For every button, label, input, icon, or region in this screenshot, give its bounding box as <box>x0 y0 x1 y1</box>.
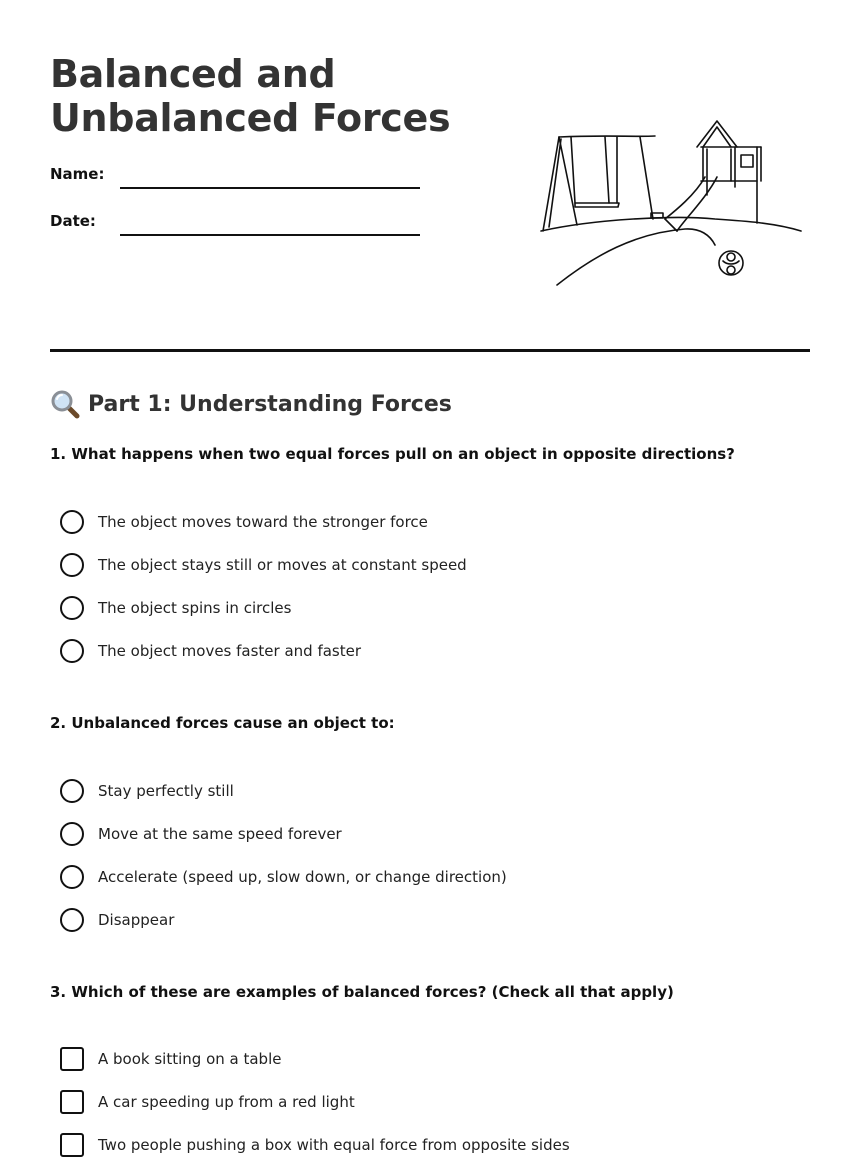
q1-option-4[interactable] <box>60 638 361 664</box>
title-line-2: Unbalanced Forces <box>50 96 451 140</box>
option-label: A book sitting on a table <box>98 1050 282 1068</box>
q3-option-1[interactable] <box>60 1046 281 1072</box>
part1-heading <box>50 388 452 420</box>
q1-option-1[interactable] <box>60 509 428 535</box>
q2-option-1[interactable] <box>60 778 234 804</box>
checkbox[interactable] <box>60 1090 84 1114</box>
question-2-text: 2. Unbalanced forces cause an object to: <box>50 714 395 732</box>
magnifying-glass-icon <box>50 389 80 419</box>
q2-option-3[interactable] <box>60 864 507 890</box>
name-label: Name: <box>50 165 105 183</box>
option-label: The object stays still or moves at constant speed <box>98 556 467 574</box>
q3-option-2[interactable] <box>60 1089 355 1115</box>
radio-button[interactable] <box>60 908 84 932</box>
radio-button[interactable] <box>60 510 84 534</box>
option-label: Disappear <box>98 911 175 929</box>
option-label: The object moves faster and faster <box>98 642 362 660</box>
radio-button[interactable] <box>60 553 84 577</box>
playground-illustration <box>535 115 810 295</box>
section-divider <box>50 349 810 352</box>
radio-button[interactable] <box>60 779 84 803</box>
option-label: A car speeding up from a red light <box>98 1093 355 1111</box>
option-label: Two people pushing a box with equal force from opposite sides <box>98 1136 570 1154</box>
checkbox[interactable] <box>60 1133 84 1157</box>
option-label: Move at the same speed forever <box>98 825 342 843</box>
option-label: The object spins in circles <box>98 599 292 617</box>
worksheet-title <box>50 52 450 140</box>
checkbox[interactable] <box>60 1047 84 1071</box>
q3-option-3[interactable] <box>60 1132 570 1158</box>
question-3-text: 3. Which of these are examples of balanced forces? (Check all that apply) <box>50 983 674 1001</box>
title-line-1: Balanced and <box>50 52 336 96</box>
radio-button[interactable] <box>60 596 84 620</box>
name-field[interactable] <box>120 187 420 189</box>
radio-button[interactable] <box>60 865 84 889</box>
date-label: Date: <box>50 212 96 230</box>
q2-option-4[interactable] <box>60 907 174 933</box>
q2-option-2[interactable] <box>60 821 342 847</box>
part1-heading-text: Part 1: Understanding Forces <box>88 391 452 417</box>
radio-button[interactable] <box>60 639 84 663</box>
radio-button[interactable] <box>60 822 84 846</box>
date-field[interactable] <box>120 234 420 236</box>
question-1-text: 1. What happens when two equal forces pull on an object in opposite directions? <box>50 445 735 463</box>
option-label: Accelerate (speed up, slow down, or change direction) <box>98 868 507 886</box>
option-label: The object moves toward the stronger force <box>98 513 428 531</box>
q1-option-3[interactable] <box>60 595 291 621</box>
option-label: Stay perfectly still <box>98 782 234 800</box>
q1-option-2[interactable] <box>60 552 467 578</box>
